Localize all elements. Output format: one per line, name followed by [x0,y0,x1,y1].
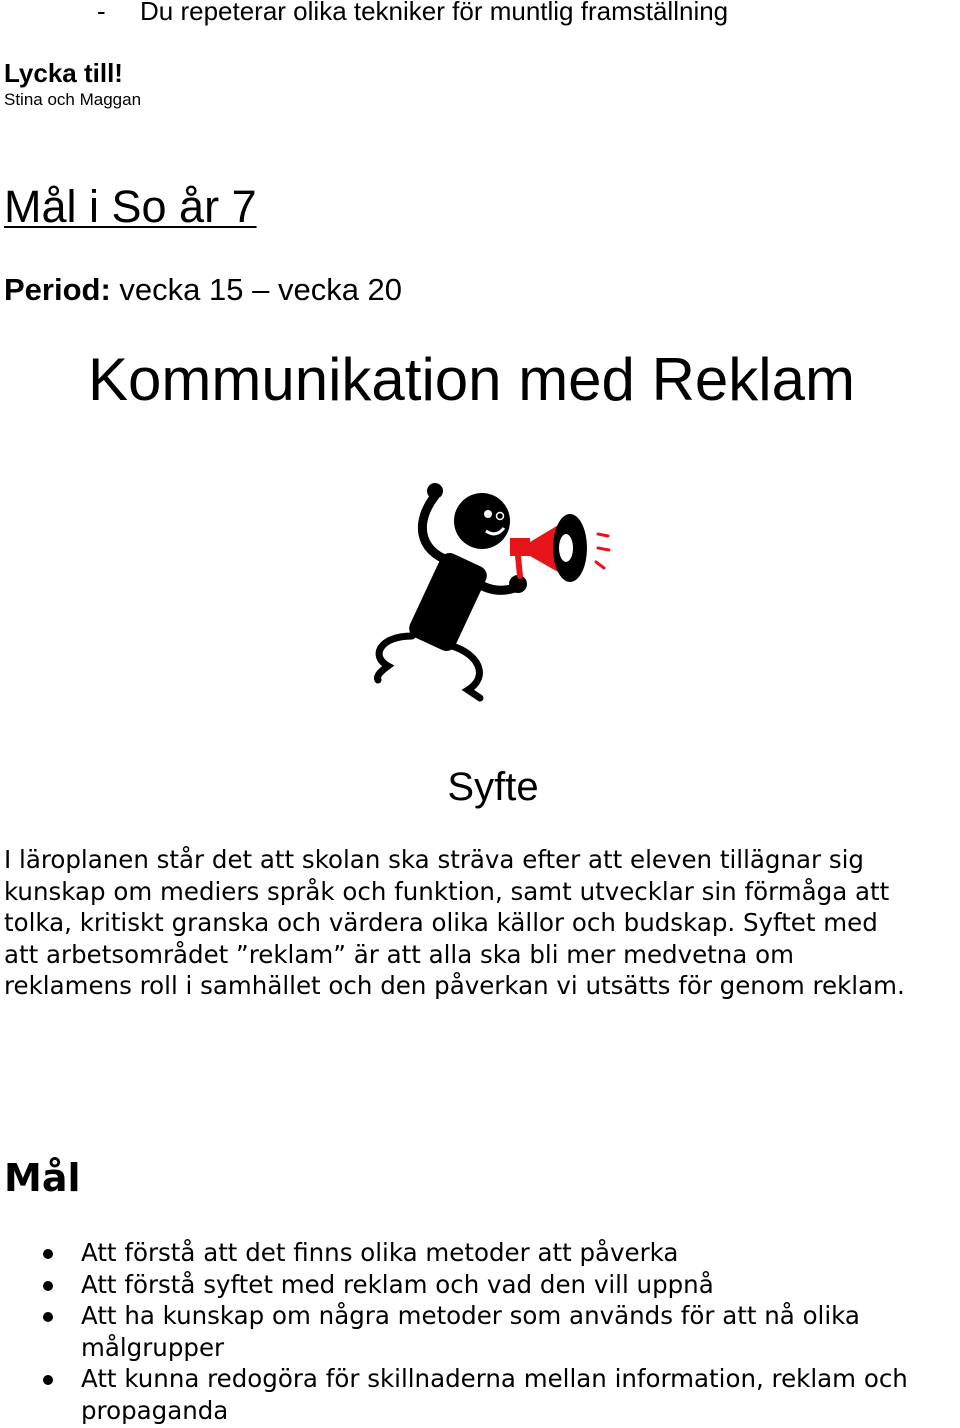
bullet-icon [43,1312,53,1322]
document-title: Mål i So år 7 [4,181,257,232]
period-value: vecka 15 – vecka 20 [119,272,403,307]
goal-text-continued: propaganda [81,1395,229,1425]
syfte-line: reklamens roll i samhället och den påverkan vi utsätts för genom reklam. [4,971,905,1000]
period-line [4,272,402,308]
period-label: Period: [4,272,111,307]
list-item [0,1269,960,1301]
bullet-icon [43,1375,53,1385]
bullet-icon [43,1281,53,1291]
syfte-line: kunskap om mediers språk och funktion, samt utvecklar sin förmåga att [4,876,890,906]
top-list-item: Du repeterar olika tekniker för muntlig framställning [140,0,729,26]
syfte-paragraph [4,844,960,1002]
theme-title: Kommunikation med Reklam [88,346,855,413]
goal-text-continued: målgrupper [81,1332,225,1362]
megaphone-person-icon [360,476,620,706]
goal-text: Att kunna redogöra för skillnaderna mellan information, reklam och [81,1364,908,1393]
list-item [0,1237,960,1269]
goal-text: Att förstå syftet med reklam och vad den vill uppnå [81,1269,714,1299]
list-dash: - [97,0,106,26]
syfte-line: I läroplanen står det att skolan ska sträva efter att eleven tillägnar sig [4,845,864,874]
goal-text: Att ha kunskap om några metoder som används för att nå olika [81,1301,860,1330]
goal-text: Att förstå att det finns olika metoder att påverka [81,1238,679,1267]
mal-heading: Mål [4,1156,81,1200]
list-item [0,1363,960,1426]
syfte-line: att arbetsområdet ”reklam” är att alla ska bli mer medvetna om [4,939,794,969]
closing-greeting: Lycka till! [4,58,123,88]
list-item [0,1300,960,1363]
signature: Stina och Maggan [4,90,142,109]
syfte-heading: Syfte [447,765,539,809]
bullet-icon [43,1249,53,1259]
goals-list [0,1237,960,1426]
syfte-line: tolka, kritiskt granska och värdera olika källor och budskap. Syftet med [4,908,878,937]
